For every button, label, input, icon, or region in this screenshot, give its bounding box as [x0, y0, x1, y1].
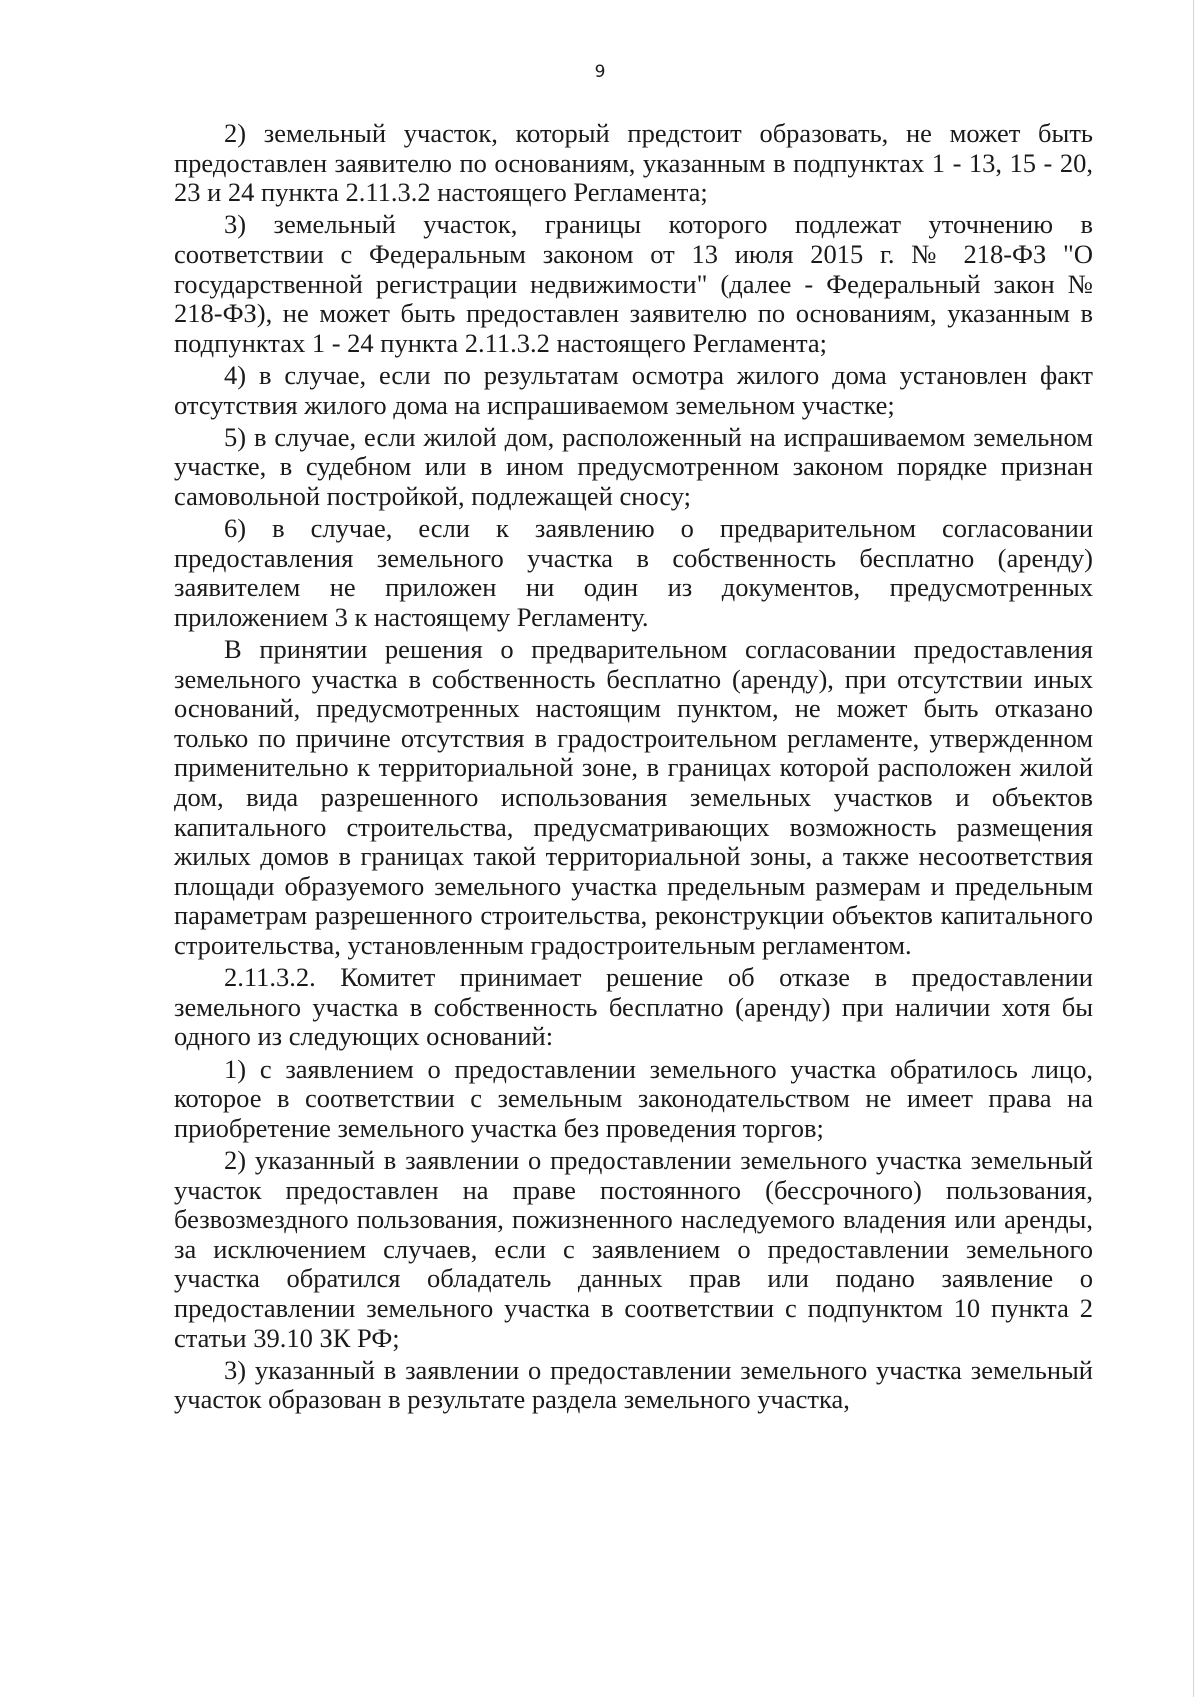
- paragraph-ground-2: 2) указанный в заявлении о предоставлении земельного участка земельный участок предоставлен на праве постоянного (бессрочного) пользования, безвозмездного пользования, пожизненного наследуемого владения или аренды, за исключением случаев, если с заявлением о предоставлении земельного участка обратился обладатель данных прав или подано заявление о предоставлении земельного участка в соответствии с подпунктом 10 пункта 2 статьи 39.10 ЗК РФ;: [174, 1144, 1093, 1353]
- paragraph-item-6: 6) в случае, если к заявлению о предварительном согласовании предоставления земельного участка в собственность бесплатно (аренду) заявителем не приложен ни один из документов, предусмотренных приложением 3 к настоящему Регламенту.: [174, 513, 1093, 632]
- page-number: 9: [594, 62, 606, 82]
- paragraph-section-2-11-3-2: 2.11.3.2. Комитет принимает решение об отказе в предоставлении земельного участка в собственность бесплатно (аренду) при наличии хотя бы одного из следующих оснований:: [174, 962, 1093, 1052]
- paragraph-refusal-note: В принятии решения о предварительном согласовании предоставления земельного участка в собственность бесплатно (аренду), при отсутствии иных оснований, предусмотренных настоящим пунктом, не может быть отказано только по причине отсутствия в градостроительном регламенте, утвержденном применительно к территориальной зоне, в границах которой расположен жилой дом, вида разрешенного использования земельных участков и объектов капитального строительства, предусматривающих возможность размещения жилых домов в границах такой территориальной зоны, а также несоответствия площади образуемого земельного участка предельным размерам и предельным параметрам разрешенного строительства, реконструкции объектов капитального строительства, установленным градостроительным регламентом.: [174, 634, 1093, 960]
- paragraph-item-2: 2) земельный участок, который предстоит образовать, не может быть предоставлен заявителю по основаниям, указанным в подпунктах 1 - 13, 15 - 20, 23 и 24 пункта 2.11.3.2 настоящего Регламента;: [174, 118, 1093, 208]
- page-edge-line: [1193, 0, 1194, 1697]
- paragraph-ground-3: 3) указанный в заявлении о предоставлении земельного участка земельный участок образован в результате раздела земельного участка,: [174, 1354, 1093, 1415]
- paragraph-item-4: 4) в случае, если по результатам осмотра жилого дома установлен факт отсутствия жилого дома на испрашиваемом земельном участке;: [174, 359, 1093, 420]
- paragraph-item-3: 3) земельный участок, границы которого подлежат уточнению в соответствии с Федеральным законом от 13 июля 2015 г. № 218-ФЗ "О государственной регистрации недвижимости" (далее - Федеральный закон № 218-ФЗ), не может быть предоставлен заявителю по основаниям, указанным в подпунктах 1 - 24 пункта 2.11.3.2 настоящего Регламента;: [174, 209, 1093, 358]
- paragraph-ground-1: 1) с заявлением о предоставлении земельного участка обратилось лицо, которое в соответствии с земельным законодательством не имеет права на приобретение земельного участка без проведения торгов;: [174, 1053, 1093, 1143]
- paragraph-item-5: 5) в случае, если жилой дом, расположенный на испрашиваемом земельном участке, в судебном или в ином предусмотренном законом порядке признан самовольной постройкой, подлежащей сносу;: [174, 421, 1093, 511]
- document-body: [174, 119, 1093, 1417]
